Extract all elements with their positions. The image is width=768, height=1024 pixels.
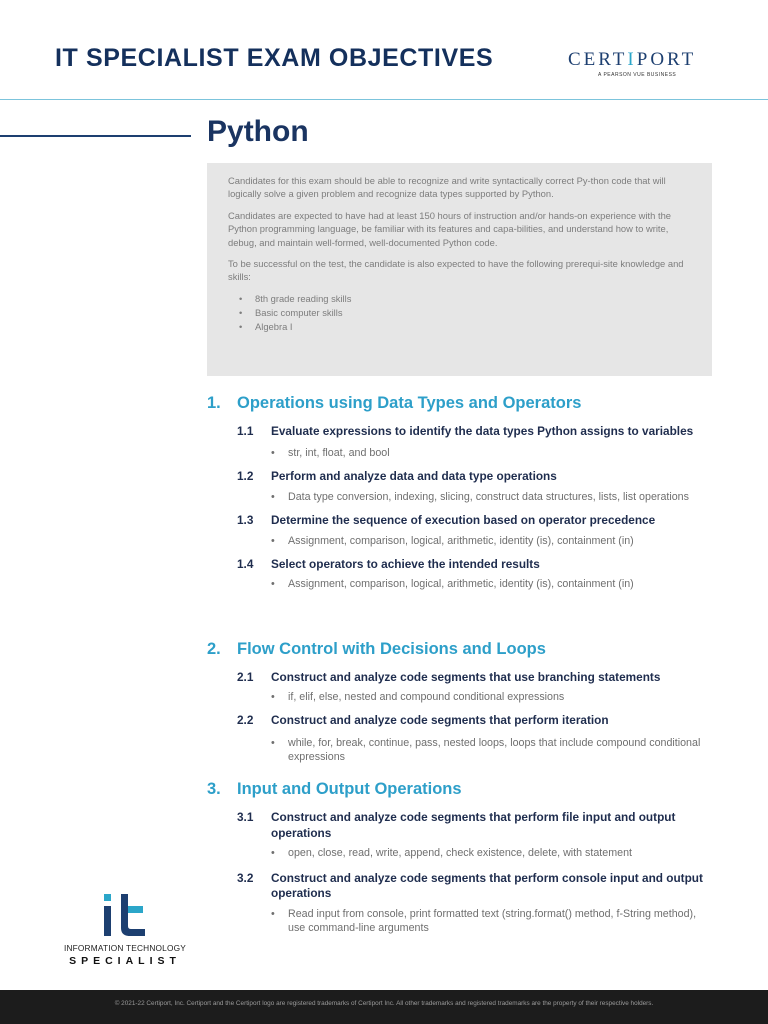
objective-number: 3.1	[237, 810, 254, 824]
objective-heading	[237, 557, 712, 573]
objective-heading	[237, 469, 712, 485]
section-3	[207, 779, 712, 936]
it-logo-mark	[55, 893, 195, 941]
intro-paragraph: To be successful on the test, the candidate is also expected to have the following prerequi-site knowledge and skills:	[228, 258, 684, 283]
section-title: Input and Output Operations	[237, 780, 462, 798]
section-title: Flow Control with Decisions and Loops	[237, 640, 546, 658]
section-title: Operations using Data Types and Operators	[237, 394, 582, 412]
objective-number: 1.2	[237, 469, 254, 483]
objective-detail: • Read input from console, print formatted text (string.format() method, f-String method), use command-line arguments	[288, 907, 712, 936]
objective-number: 2.1	[237, 670, 254, 684]
objective-number: 1.3	[237, 513, 254, 527]
header-divider	[0, 99, 768, 100]
objective-number: 1.4	[237, 557, 254, 571]
objective-detail: • Data type conversion, indexing, slicing, construct data structures, lists, list operations	[288, 490, 712, 505]
prerequisite-item: • Algebra I	[228, 320, 692, 334]
intro-paragraph: Candidates for this exam should be able to recognize and write syntactically correct Py-thon code that will logically solve a given problem and recognize data types supported by Python.	[228, 175, 666, 200]
objective-detail: • if, elif, else, nested and compound conditional expressions	[288, 690, 712, 705]
header-title: IT SPECIALIST EXAM OBJECTIVES	[55, 44, 494, 72]
objective-title: Construct and analyze code segments that perform file input and output operations	[271, 810, 676, 840]
objective-number: 3.2	[237, 870, 254, 885]
footer-copyright: © 2021-22 Certiport, Inc. Certiport and the Certiport logo are registered trademarks of Certiport Inc. All other trademarks and registered trademarks are the property of their respective holders.	[114, 1000, 654, 1007]
section-number: 2.	[207, 640, 221, 658]
objective-title: Evaluate expressions to identify the data types Python assigns to variables	[271, 424, 694, 438]
certiport-logo	[568, 50, 714, 84]
objective-title: Construct and analyze code segments that perform console input and output operations	[271, 870, 703, 900]
objective-title: Determine the sequence of execution based on operator precedence	[271, 513, 656, 527]
objective-number: 2.2	[237, 713, 254, 727]
objective-detail: • Assignment, comparison, logical, arithmetic, identity (is), containment (in)	[288, 534, 712, 549]
it-logo-caption: INFORMATION TECHNOLOGY	[63, 943, 187, 953]
objective-detail: • while, for, break, continue, pass, nested loops, loops that include compound conditional expressions	[288, 736, 712, 765]
section-number: 1.	[207, 394, 221, 412]
title-accent-line	[0, 135, 191, 137]
section-2	[207, 639, 712, 765]
objective-heading	[237, 871, 712, 902]
objective-title: Construct and analyze code segments that use branching statements	[271, 670, 661, 684]
objective-heading	[237, 670, 712, 686]
section-heading	[207, 779, 712, 799]
objective-heading	[237, 713, 712, 729]
objective-detail: • str, int, float, and bool	[288, 446, 712, 461]
it-specialist-logo	[55, 893, 195, 973]
objective-title: Perform and analyze data and data type operations	[271, 469, 557, 483]
page-title: Python	[207, 115, 309, 148]
certiport-logo-subtext: A PEARSON VUE BUSINESS	[598, 72, 677, 78]
section-heading	[207, 393, 712, 413]
intro-paragraph: Candidates are expected to have had at least 150 hours of instruction and/or hands-on experience with the Python programming language, be familiar with its features and capa-bilities, and understand how to write, debug, and maintain well-formed, well-documented Python code.	[228, 209, 671, 248]
objective-detail: • Assignment, comparison, logical, arithmetic, identity (is), containment (in)	[288, 577, 712, 592]
objective-number: 1.1	[237, 424, 254, 438]
objective-heading	[237, 810, 712, 841]
intro-box	[207, 163, 712, 376]
section-heading	[207, 639, 712, 659]
certiport-logo-wordmark: CERTIPORT	[568, 49, 697, 70]
prerequisite-list	[228, 292, 692, 334]
it-logo-specialist: SPECIALIST	[69, 955, 181, 967]
objective-heading	[237, 424, 712, 440]
objective-detail: • open, close, read, write, append, check existence, delete, with statement	[288, 846, 712, 861]
prerequisite-item: • 8th grade reading skills	[228, 292, 692, 306]
objective-heading	[237, 513, 712, 529]
section-1	[207, 393, 712, 591]
prerequisite-item: • Basic computer skills	[228, 306, 692, 320]
objective-title: Construct and analyze code segments that perform iteration	[271, 713, 609, 727]
section-number: 3.	[207, 780, 221, 798]
footer	[0, 990, 768, 1024]
objective-title: Select operators to achieve the intended results	[271, 557, 540, 571]
